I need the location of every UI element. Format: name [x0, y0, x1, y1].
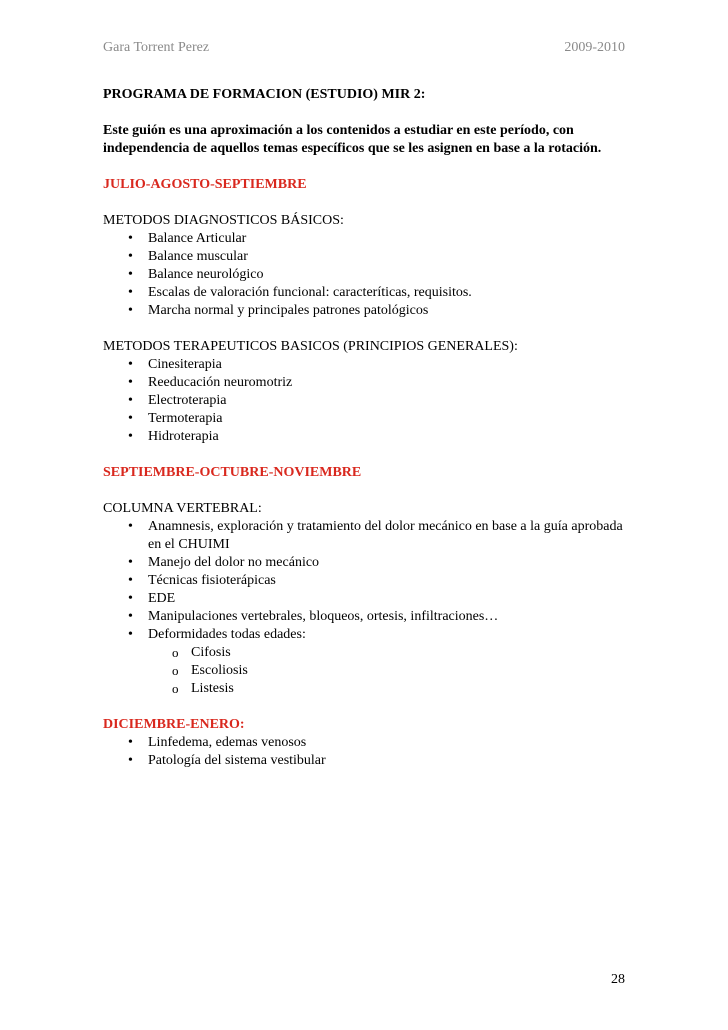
- group-heading-columna: COLUMNA VERTEBRAL:: [103, 501, 262, 516]
- bullet-icon: •: [128, 249, 133, 264]
- list-item: • Linfedema, edemas venosos: [128, 735, 307, 750]
- sublist-item: o Listesis: [172, 681, 234, 696]
- bullet-icon: •: [128, 429, 133, 444]
- list-item: • Hidroterapia: [128, 429, 219, 444]
- intro-paragraph: Este guión es una aproximación a los contenidos a estudiar en este período, con independencia de aquellos temas específicos que se les asignen en base a la rotación.: [103, 123, 602, 156]
- bullet-icon: •: [128, 285, 133, 300]
- circle-bullet-icon: o: [172, 681, 179, 696]
- bullet-icon: •: [128, 555, 133, 570]
- bullet-icon: •: [128, 357, 133, 372]
- bullet-icon: •: [128, 393, 133, 408]
- list-diagnosticos: [103, 230, 625, 320]
- circle-bullet-icon: o: [172, 645, 179, 660]
- list-item: • Manejo del dolor no mecánico: [128, 555, 320, 570]
- list-item: • Cinesiterapia: [128, 357, 222, 372]
- bullet-icon: •: [128, 573, 133, 588]
- list-item: • Anamnesis, exploración y tratamiento del dolor mecánico en base a la guía aprobada en el CHUIMI: [128, 519, 623, 552]
- list-columna: [103, 518, 625, 698]
- list-terapeuticos: [103, 356, 625, 446]
- section-period-1: JULIO-AGOSTO-SEPTIEMBRE: [103, 177, 307, 192]
- bullet-icon: •: [128, 753, 133, 768]
- list-item: • Manipulaciones vertebrales, bloqueos, ortesis, infiltraciones…: [128, 609, 499, 624]
- sublist-item: o Escoliosis: [172, 663, 248, 678]
- bullet-icon: •: [128, 735, 133, 750]
- list-item: • Electroterapia: [128, 393, 227, 408]
- header-years: 2009-2010: [564, 40, 625, 55]
- list-item: • Balance muscular: [128, 249, 248, 264]
- list-item: • Balance Articular: [128, 231, 247, 246]
- bullet-icon: •: [128, 231, 133, 246]
- document-page: [103, 0, 625, 1030]
- bullet-icon: •: [128, 519, 133, 534]
- list-item: • Termoterapia: [128, 411, 223, 426]
- sublist-deformidades: [148, 644, 625, 698]
- list-item: • Reeducación neuromotriz: [128, 375, 293, 390]
- list-item: • Deformidades todas edades: o Cifosis o Escoliosis o Listesis: [103, 626, 625, 698]
- list-diciembre-enero: [103, 734, 625, 770]
- bullet-icon: •: [128, 591, 133, 606]
- bullet-icon: •: [128, 375, 133, 390]
- sublist-item: o Cifosis: [172, 645, 231, 660]
- header-author: Gara Torrent Perez: [103, 40, 210, 55]
- list-item: • Escalas de valoración funcional: caracteríticas, requisitos.: [128, 285, 472, 300]
- document-body: [103, 86, 625, 770]
- section-period-3: DICIEMBRE-ENERO:: [103, 717, 245, 732]
- list-item: • Técnicas fisioterápicas: [128, 573, 276, 588]
- document-title: PROGRAMA DE FORMACION (ESTUDIO) MIR 2:: [103, 87, 426, 102]
- bullet-icon: •: [128, 627, 133, 642]
- group-heading-diagnosticos: METODOS DIAGNOSTICOS BÁSICOS:: [103, 213, 344, 228]
- list-item: • Marcha normal y principales patrones patológicos: [128, 303, 429, 318]
- bullet-icon: •: [128, 267, 133, 282]
- page-header: [103, 40, 625, 56]
- bullet-icon: •: [128, 303, 133, 318]
- list-item: • EDE: [128, 591, 176, 606]
- circle-bullet-icon: o: [172, 663, 179, 678]
- bullet-icon: •: [128, 411, 133, 426]
- group-heading-terapeuticos: METODOS TERAPEUTICOS BASICOS (PRINCIPIOS GENERALES):: [103, 339, 518, 354]
- bullet-icon: •: [128, 609, 133, 624]
- section-period-2: SEPTIEMBRE-OCTUBRE-NOVIEMBRE: [103, 465, 362, 480]
- list-item: • Patología del sistema vestibular: [128, 753, 326, 768]
- page-number: 28: [611, 972, 625, 987]
- list-item: • Balance neurológico: [128, 267, 264, 282]
